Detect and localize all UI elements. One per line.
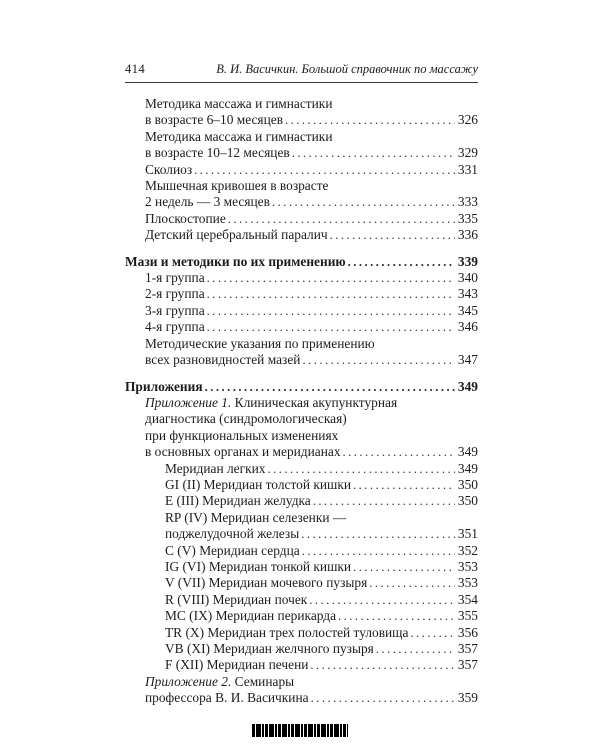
toc-entry-title: 3-я группа	[145, 302, 205, 318]
toc-entry-line: при функциональных изменениях	[145, 427, 339, 443]
dot-leader	[272, 194, 455, 210]
toc-entry-dotline	[165, 559, 478, 575]
toc-entry	[165, 608, 478, 624]
dot-leader	[228, 211, 455, 227]
dot-leader	[205, 379, 455, 395]
toc-entry	[145, 674, 478, 707]
toc-entry-title: Детский церебральный паралич	[145, 227, 328, 243]
toc-entry-title: Меридиан легких	[165, 460, 266, 476]
dot-leader	[207, 303, 455, 319]
toc-page-number: 350	[457, 493, 478, 509]
toc-entry	[165, 575, 478, 591]
toc-page-number: 351	[457, 526, 478, 542]
toc-entry-dotline	[165, 608, 478, 624]
dot-leader	[330, 227, 455, 243]
toc-page-number: 345	[457, 302, 478, 318]
toc-entry-title: IG (VI) Меридиан тонкой кишки	[165, 558, 352, 574]
toc-entry-dotline	[165, 477, 478, 493]
toc-entry	[145, 270, 478, 286]
toc-entry-dotline	[145, 270, 478, 286]
toc-entry	[145, 227, 478, 243]
toc-entry	[145, 336, 478, 369]
toc-entry-dotline	[145, 145, 478, 161]
toc-page-number: 355	[457, 608, 478, 624]
toc-entry	[165, 477, 478, 493]
toc-entry-line: Методика массажа и гимнастики	[145, 128, 333, 144]
toc-entry-dotline	[165, 493, 478, 509]
toc-page-number: 340	[457, 270, 478, 286]
dot-leader	[310, 657, 455, 673]
toc-entry-title: 4-я группа	[145, 319, 205, 335]
toc-entry-dotline	[145, 319, 478, 335]
toc-page-number: 349	[457, 460, 478, 476]
dot-leader	[410, 625, 454, 641]
dot-leader	[302, 543, 455, 559]
toc-entry	[145, 395, 478, 461]
toc-page-number: 352	[457, 542, 478, 558]
toc-page-number: 331	[457, 161, 478, 177]
toc-entry	[165, 543, 478, 559]
toc-entry-dotline	[145, 227, 478, 243]
toc-entry-dotline	[145, 352, 478, 368]
toc-entry-title: E (III) Меридиан желудка	[165, 493, 311, 509]
toc-entry-dotline	[145, 112, 478, 128]
toc-entry-title: TR (X) Меридиан трех полостей туловища	[165, 624, 409, 640]
dot-leader	[353, 477, 455, 493]
toc-entry	[165, 510, 478, 543]
running-head	[125, 62, 478, 83]
toc-entry-title: 1-я группа	[145, 270, 205, 286]
toc-page-number: 350	[457, 476, 478, 492]
toc-entry-dotline	[165, 543, 478, 559]
toc-entry-title: GI (II) Меридиан толстой кишки	[165, 476, 351, 492]
toc-entry	[165, 461, 478, 477]
toc-entry-line: Методические указания по применению	[145, 335, 375, 351]
toc-page-number: 353	[457, 558, 478, 574]
toc-entry-dotline	[165, 461, 478, 477]
dot-leader	[285, 112, 455, 128]
toc-page-number: 326	[457, 112, 478, 128]
toc-page-number: 347	[457, 352, 478, 368]
toc-section-heading	[125, 254, 478, 270]
toc-entry-dotline	[145, 690, 478, 706]
toc-entry-dotline	[125, 254, 478, 270]
dot-leader	[313, 493, 455, 509]
toc-page-number: 357	[457, 641, 478, 656]
toc-entry-dotline	[145, 303, 478, 319]
dot-leader	[338, 608, 455, 624]
dot-leader	[194, 162, 455, 178]
dot-leader	[207, 319, 455, 335]
toc-page-number: 354	[457, 591, 478, 607]
toc-entry	[145, 303, 478, 319]
toc-entry-title: Сколиоз	[145, 161, 193, 177]
toc-entry-line: Мышечная кривошея в возрасте	[145, 178, 329, 194]
running-title: В. И. Васичкин. Большой справочник по массажу	[216, 62, 478, 76]
dot-leader	[309, 592, 455, 608]
toc-entry-title: всех разновидностей мазей	[145, 352, 301, 368]
toc-entry-dotline	[165, 592, 478, 608]
toc-entry-dotline	[165, 575, 478, 591]
toc-page-number: 343	[457, 286, 478, 302]
toc-entry-dotline	[145, 194, 478, 210]
toc-entry-title: C (V) Меридиан сердца	[165, 542, 300, 558]
toc-page-number: 359	[457, 690, 478, 706]
dot-leader	[353, 559, 455, 575]
toc-entry-title: Приложения	[125, 378, 203, 394]
toc-page-number: 349	[457, 444, 478, 460]
toc-page-number: 329	[457, 145, 478, 161]
toc-entry	[165, 657, 478, 673]
toc-entry-title: R (VIII) Меридиан почек	[165, 591, 308, 607]
toc-entry-dotline	[165, 526, 478, 542]
toc-entry-dotline	[145, 444, 478, 460]
toc-page-number: 333	[457, 194, 478, 210]
toc-entry	[145, 129, 478, 162]
toc-entry	[145, 162, 478, 178]
page-number: 414	[125, 62, 146, 76]
toc-page-number: 353	[457, 575, 478, 591]
toc-entries	[125, 96, 478, 707]
toc-entry	[145, 178, 478, 211]
dot-leader	[348, 254, 455, 270]
dot-leader	[207, 270, 455, 286]
toc-entry	[165, 641, 478, 657]
toc-entry-title: Мази и методики по их применению	[125, 253, 346, 269]
toc-entry	[145, 319, 478, 335]
dot-leader	[376, 641, 455, 657]
toc-entry-line: RP (IV) Меридиан селезенки —	[165, 509, 347, 525]
dot-leader	[292, 145, 455, 161]
dot-leader	[343, 444, 455, 460]
toc-page-number: 339	[457, 253, 478, 269]
toc-entry-dotline	[165, 657, 478, 673]
toc-entry	[165, 625, 478, 641]
toc-entry-dotline	[125, 379, 478, 395]
dot-leader	[311, 690, 455, 706]
dot-leader	[207, 286, 455, 302]
toc-entry-title: VB (XI) Меридиан желчного пузыря	[165, 641, 374, 656]
toc-entry-title: Плоскостопие	[145, 210, 226, 226]
dot-leader	[369, 575, 455, 591]
toc-entry-line: Методика массажа и гимнастики	[145, 96, 333, 111]
toc-page-number: 357	[457, 657, 478, 673]
table-of-contents	[125, 96, 478, 707]
toc-entry-line: Приложение 2. Семинары	[145, 673, 295, 689]
toc-entry	[165, 592, 478, 608]
dot-leader	[301, 526, 455, 542]
toc-entry-line: диагностика (синдромологическая)	[145, 411, 347, 427]
toc-entry-title: профессора В. И. Васичкина	[145, 690, 309, 706]
toc-entry	[165, 559, 478, 575]
toc-entry-title: V (VII) Меридиан мочевого пузыря	[165, 575, 368, 591]
toc-entry-title: MC (IX) Меридиан перикарда	[165, 608, 337, 624]
toc-entry-dotline	[145, 162, 478, 178]
dot-leader	[302, 352, 454, 368]
toc-entry	[165, 493, 478, 509]
toc-page-number: 336	[457, 227, 478, 243]
toc-page-number: 335	[457, 210, 478, 226]
toc-entry-dotline	[165, 625, 478, 641]
toc-entry-prefix: Приложение 1.	[145, 394, 235, 410]
toc-entry-line: Приложение 1. Клиническая акупунктурная	[145, 394, 398, 410]
toc-entry	[145, 211, 478, 227]
toc-entry-title: в основных органах и меридианах	[145, 444, 341, 460]
toc-entry-dotline	[145, 211, 478, 227]
toc-entry-title: поджелудочной железы	[165, 526, 300, 542]
toc-page-number: 349	[457, 378, 478, 394]
barcode	[252, 724, 348, 737]
toc-entry-dotline	[145, 286, 478, 302]
toc-entry	[145, 96, 478, 129]
dot-leader	[267, 461, 454, 477]
toc-entry-dotline	[165, 641, 478, 657]
toc-entry-title: 2-я группа	[145, 286, 205, 302]
toc-section-heading	[125, 379, 478, 395]
toc-page-number: 346	[457, 319, 478, 335]
toc-entry-title: 2 недель — 3 месяцев	[145, 194, 270, 210]
toc-entry	[145, 286, 478, 302]
toc-entry-title: в возрасте 6–10 месяцев	[145, 112, 284, 128]
toc-entry-title: в возрасте 10–12 месяцев	[145, 145, 290, 161]
toc-entry-prefix: Приложение 2.	[145, 673, 235, 689]
toc-entry-title: F (XII) Меридиан печени	[165, 657, 309, 673]
toc-page-number: 356	[457, 624, 478, 640]
